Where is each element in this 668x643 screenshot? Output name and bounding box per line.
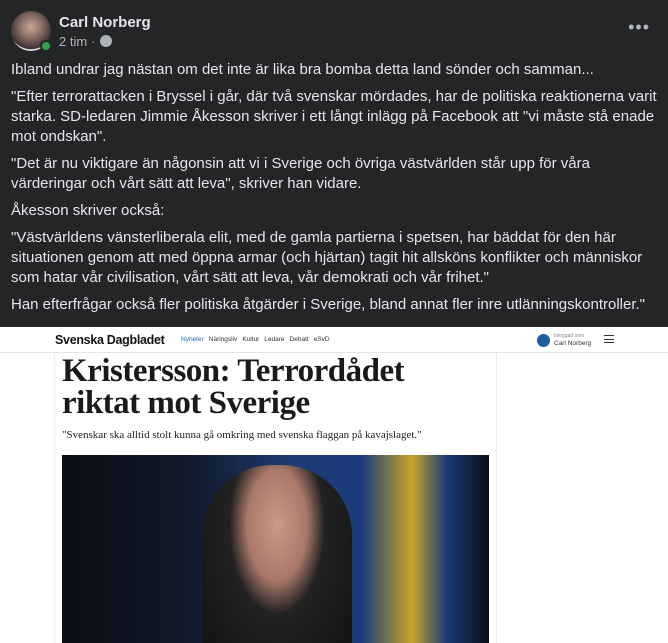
- login-name: Carl Norberg: [554, 340, 592, 347]
- nav-item: eSvD: [313, 336, 330, 343]
- nav-item: Ledare: [264, 336, 285, 343]
- paragraph: "Efter terrorattacken i Bryssel i går, där två svenskar mördades, har de politiska reaktionerna varit starka. SD-ledaren Jimmie Åkesson skriver i ett långt inlägg på Facebook att "vi måste stå enade mot ondskan".: [11, 88, 657, 145]
- paragraph: "Det är nu viktigare än någonsin att vi i Sverige och övriga västvärlden står upp för våra värderingar och vårt sätt att leva", skriver han vidare.: [11, 155, 590, 192]
- paragraph: "Västvärldens vänsterliberala elit, med de gamla partierna i spetsen, har bäddat för den här situationen genom att med öppna armar (och hjärtan) tagit hit allsköns konflikter och människor som hatar vår civilisation, vårt sätt att leva, vår demokrati och vår frihet.": [11, 229, 643, 286]
- article-lede: "Svenskar ska alltid stolt kunna gå omkring med svenska flaggan på kavajslaget.": [62, 429, 422, 441]
- attached-image[interactable]: [0, 327, 668, 643]
- author-name[interactable]: Carl Norberg: [59, 13, 151, 31]
- headline-line: riktat mot Sverige: [62, 385, 310, 421]
- login-label: Inloggad som: [554, 333, 585, 339]
- post-time[interactable]: 2 tim: [59, 33, 88, 49]
- paragraph: Åkesson skriver också:: [11, 202, 165, 219]
- more-options-icon[interactable]: •••: [628, 17, 650, 37]
- svd-logo: Svenska Dagbladet: [55, 333, 165, 347]
- online-status-icon: [40, 40, 52, 52]
- article-photo: [62, 455, 489, 643]
- nav-item: Nyheter: [181, 336, 204, 343]
- svd-navbar: [0, 327, 668, 353]
- post-header: [11, 11, 151, 51]
- separator: ·: [91, 33, 96, 49]
- paragraph: Han efterfrågar också fler politiska åtgärder i Sverige, bland annat fler inre utlänningskontroller.": [11, 296, 645, 313]
- globe-icon: [100, 35, 112, 47]
- avatar[interactable]: [11, 11, 51, 51]
- person-figure: [202, 465, 352, 643]
- nav-item: Kultur: [242, 336, 260, 343]
- paragraph: Ibland undrar jag nästan om det inte är lika bra bomba detta land sönder och samman...: [11, 61, 594, 78]
- svd-nav: [181, 336, 330, 343]
- post-text: [11, 60, 661, 322]
- article-headline: [62, 355, 404, 419]
- headline-line: Kristersson: Terrordådet: [62, 353, 405, 389]
- nav-item: Debatt: [289, 336, 309, 343]
- nav-item: Näringsliv: [208, 336, 238, 343]
- user-icon: [537, 334, 550, 347]
- menu-icon: [604, 335, 614, 343]
